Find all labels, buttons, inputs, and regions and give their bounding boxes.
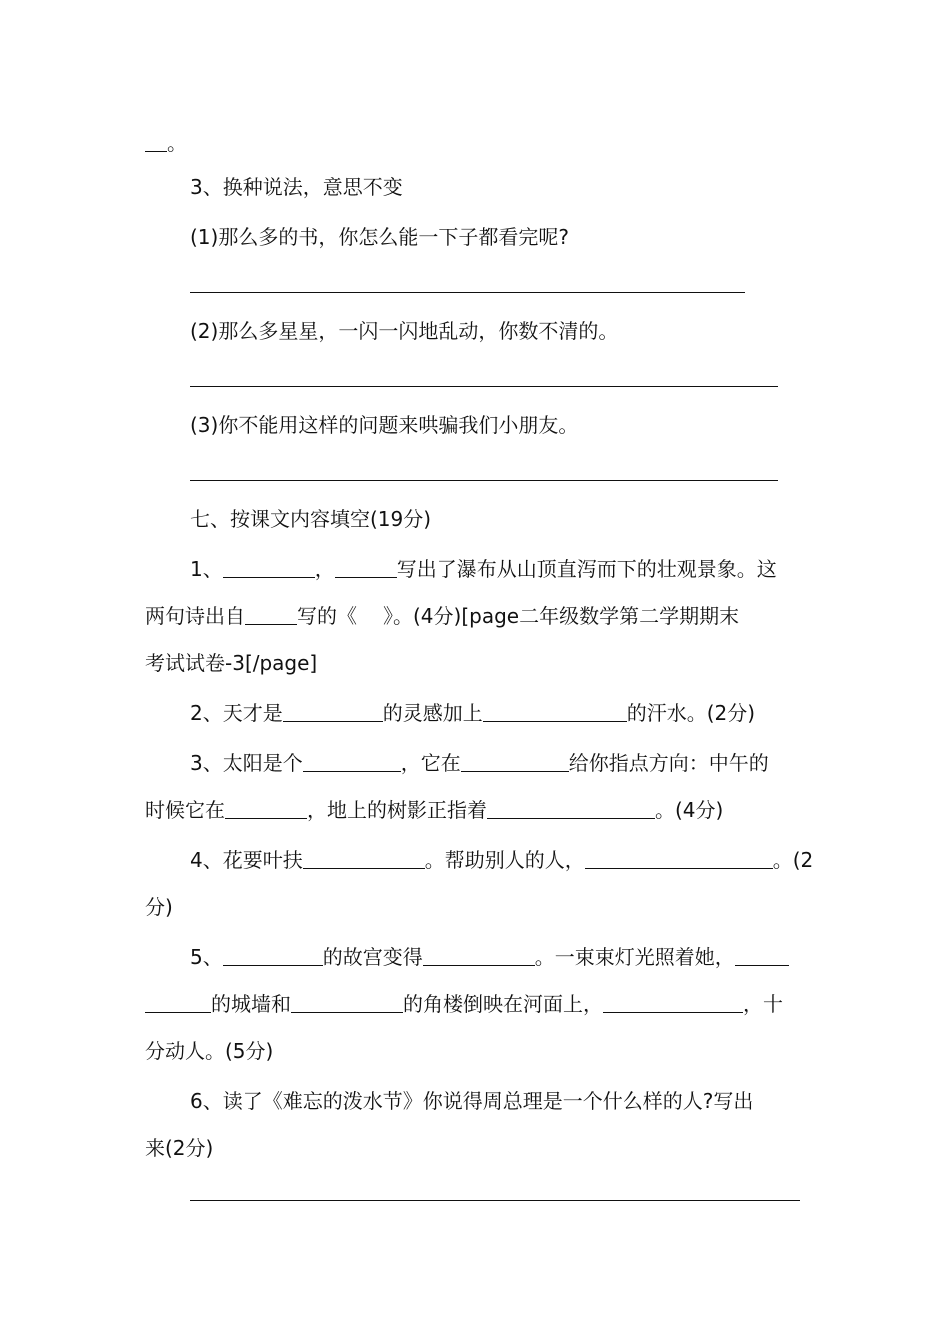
question-item <box>190 847 813 873</box>
text-segment: 两句诗出自 <box>145 604 245 628</box>
text-segment: 。一束束灯光照着她， <box>534 945 735 969</box>
blank <box>735 945 789 966</box>
answer-line <box>190 292 745 293</box>
text-segment: 》。(4分)[page二年级数学第二学期期末 <box>383 604 740 628</box>
question-item: (3)你不能用这样的问题来哄骗我们小朋友。 <box>190 413 579 437</box>
answer-line <box>190 480 778 481</box>
question-item: 分动人。(5分) <box>145 1039 274 1063</box>
blank <box>461 751 569 772</box>
blank <box>303 751 401 772</box>
blank <box>145 992 211 1013</box>
blank <box>225 798 307 819</box>
question-item <box>190 700 755 726</box>
text-segment: 5、 <box>190 945 223 969</box>
text-segment: 的角楼倒映在河面上， <box>403 992 603 1016</box>
text-segment: 时候它在 <box>145 798 225 822</box>
text-segment: 2、天才是 <box>190 701 283 725</box>
text-segment: ， <box>314 557 335 581</box>
text-line <box>145 130 187 156</box>
blank <box>145 131 167 152</box>
text-segment: 。(2 <box>772 848 814 872</box>
question-item <box>190 750 769 776</box>
text-segment: 3、太阳是个 <box>190 751 303 775</box>
question-item: 考试试卷-3[/page] <box>145 651 318 675</box>
text-segment: 的汗水。(2分) <box>626 701 756 725</box>
text-segment: 1、 <box>190 557 223 581</box>
question-item <box>190 944 789 970</box>
blank <box>303 848 425 869</box>
text-segment: 写出了瀑布从山顶直泻而下的壮观景象。这 <box>396 557 777 581</box>
question-item <box>145 991 783 1017</box>
blank <box>585 848 773 869</box>
question-item <box>145 603 739 629</box>
text-segment: ，它在 <box>400 751 461 775</box>
question-item <box>190 556 777 582</box>
blank <box>223 945 323 966</box>
section-heading: 七、按课文内容填空(19分) <box>190 507 432 531</box>
blank <box>335 557 397 578</box>
text-segment: 的灵感加上 <box>382 701 483 725</box>
text-segment: 。帮助别人的人， <box>424 848 585 872</box>
question-item: 分) <box>145 895 173 919</box>
text-segment: 写的《 <box>297 604 357 628</box>
blank <box>423 945 535 966</box>
answer-line <box>190 1200 800 1201</box>
blank <box>603 992 743 1013</box>
question-item: (2)那么多星星，一闪一闪地乱动，你数不清的。 <box>190 319 619 343</box>
text-segment: 给你指点方向：中午的 <box>568 751 769 775</box>
blank <box>487 798 655 819</box>
text-segment: ，十 <box>743 992 783 1016</box>
blank <box>483 701 627 722</box>
answer-line <box>190 386 778 387</box>
text-segment: 。 <box>167 131 187 155</box>
section-heading: 3、换种说法，意思不变 <box>190 175 403 199</box>
blank <box>223 557 315 578</box>
question-item <box>145 797 723 823</box>
text-segment: ，地上的树影正指着 <box>307 798 487 822</box>
question-item: 6、读了《难忘的泼水节》你说得周总理是一个什么样的人?写出 <box>190 1089 754 1113</box>
blank <box>283 701 383 722</box>
text-segment: 的城墙和 <box>211 992 291 1016</box>
question-item: 来(2分) <box>145 1136 214 1160</box>
text-segment: 。(4分) <box>655 798 724 822</box>
blank <box>291 992 403 1013</box>
text-segment: 的故宫变得 <box>322 945 423 969</box>
question-item: (1)那么多的书，你怎么能一下子都看完呢? <box>190 225 569 249</box>
text-segment: 4、花要叶扶 <box>190 848 303 872</box>
blank <box>245 604 297 625</box>
